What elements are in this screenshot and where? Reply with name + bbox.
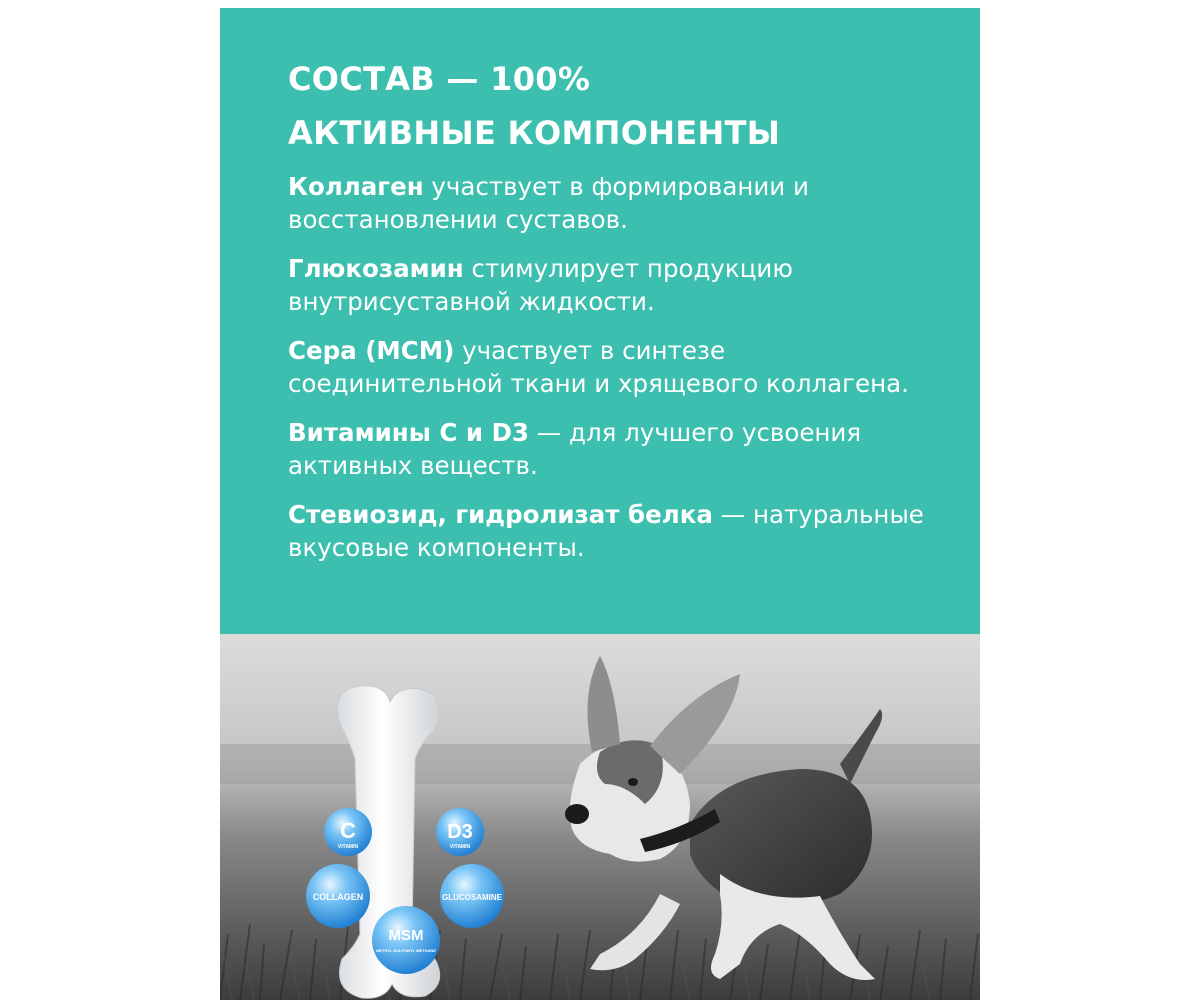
ingredient-name: Коллаген bbox=[288, 172, 424, 201]
bubble-vitamin-d3 bbox=[436, 808, 484, 856]
bubble-msm-sub: METHYL SULFONYL METHANE bbox=[376, 948, 436, 953]
photo-illustration bbox=[220, 634, 980, 1000]
ingredient-collagen bbox=[288, 170, 928, 236]
ingredient-vitamins bbox=[288, 416, 928, 482]
bubble-vitamin-c bbox=[324, 808, 372, 856]
ingredient-name: Витамины C и D3 bbox=[288, 418, 529, 447]
bubble-msm-label: MSM bbox=[388, 927, 424, 944]
ingredient-flavors bbox=[288, 498, 928, 564]
headline-line-2: АКТИВНЫЕ КОМПОНЕНТЫ bbox=[288, 114, 781, 152]
ingredient-list bbox=[288, 170, 928, 580]
ingredient-description: — натуральные вкусовые компоненты. bbox=[288, 500, 924, 562]
ingredient-description: участвует в синтезе соединительной ткани и хрящевого коллагена. bbox=[288, 336, 909, 398]
ingredient-name: Глюкозамин bbox=[288, 254, 464, 283]
product-infographic bbox=[220, 8, 980, 1000]
bubble-d3-label: D3 bbox=[447, 821, 473, 843]
bubble-c-sub: VITAMIN bbox=[337, 844, 359, 850]
ingredient-description: участвует в формировании и восстановлении суставов. bbox=[288, 172, 809, 234]
headline-line-1: СОСТАВ — 100% bbox=[288, 60, 591, 98]
bubble-glucosamine bbox=[440, 864, 504, 928]
dog-photo bbox=[220, 634, 980, 1000]
bubble-glucosamine-label: GLUCOSAMINE bbox=[442, 893, 502, 902]
ingredient-name: Сера (МСМ) bbox=[288, 336, 455, 365]
bubble-collagen bbox=[306, 864, 370, 928]
ingredient-name: Стевиозид, гидролизат белка bbox=[288, 500, 713, 529]
ingredient-msm bbox=[288, 334, 928, 400]
bubble-collagen-label: COLLAGEN bbox=[312, 892, 364, 902]
ingredient-description: стимулирует продукцию внутрисуставной жидкости. bbox=[288, 254, 793, 316]
bubble-msm bbox=[372, 906, 440, 974]
ingredient-description: — для лучшего усвоения активных веществ. bbox=[288, 418, 862, 480]
ingredient-glucosamine bbox=[288, 252, 928, 318]
bubble-c-label: C bbox=[340, 818, 356, 843]
ingredients-panel bbox=[220, 8, 980, 634]
headline bbox=[288, 52, 780, 160]
bubble-d3-sub: VITAMIN bbox=[449, 844, 471, 850]
